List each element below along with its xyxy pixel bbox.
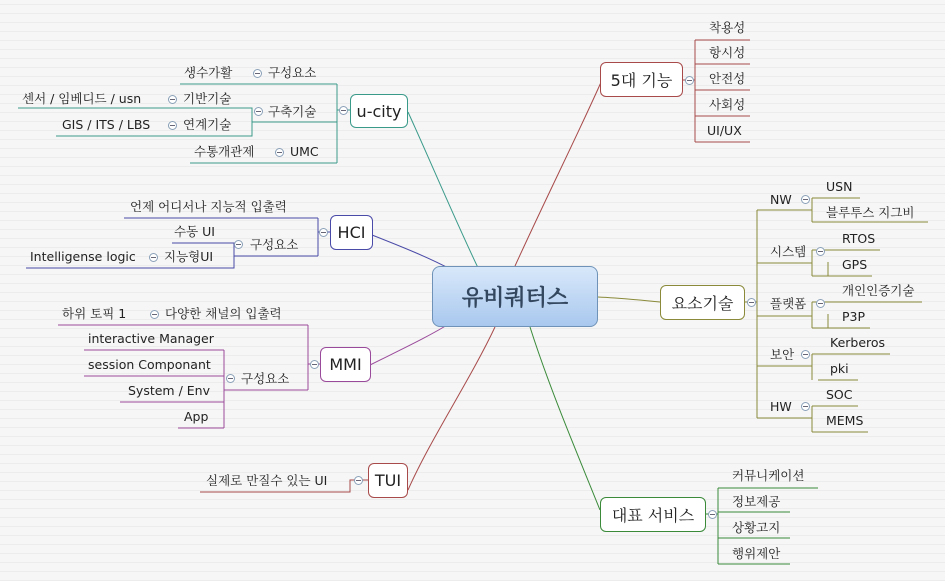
tui-item[interactable]: 실제로 만질수 있는 UI (206, 473, 328, 488)
ucity-infra-label[interactable]: 구축기술 (268, 104, 317, 119)
tech-item[interactable]: MEMS (826, 413, 864, 428)
collapse-toggle-icon[interactable] (816, 247, 825, 256)
collapse-toggle-icon[interactable] (801, 350, 810, 359)
collapse-toggle-icon[interactable] (226, 374, 235, 383)
five-function-item[interactable]: 사회성 (709, 97, 746, 112)
collapse-toggle-icon[interactable] (253, 69, 262, 78)
link-hci (372, 235, 452, 270)
ucity-components-item[interactable]: 생수가활 (184, 65, 233, 80)
collapse-toggle-icon[interactable] (149, 253, 158, 262)
link-five (515, 80, 602, 266)
tech-group-label[interactable]: NW (770, 192, 792, 207)
tech-item[interactable]: SOC (826, 387, 853, 402)
hci-smart-ui-label[interactable]: 지능형UI (164, 249, 214, 264)
mmi-component-item[interactable]: App (184, 409, 209, 424)
service-item[interactable]: 상황고지 (732, 520, 781, 535)
tech-item[interactable]: Kerberos (830, 335, 886, 350)
mmi-subtopic-label[interactable]: 하위 토픽 1 (62, 306, 127, 321)
tech-group-label[interactable]: 플랫폼 (770, 296, 807, 311)
tech-item[interactable]: 블루투스 지그비 (826, 205, 915, 220)
collapse-toggle-icon[interactable] (168, 121, 177, 130)
hci-components-label[interactable]: 구성요소 (250, 237, 299, 252)
tech-group-label[interactable]: 보안 (770, 347, 795, 362)
hci-intelligence-logic[interactable]: Intelligense logic (30, 249, 136, 264)
collapse-toggle-icon[interactable] (747, 298, 756, 307)
tech-item[interactable]: RTOS (842, 231, 876, 246)
mmi-component-item[interactable]: interactive Manager (88, 331, 214, 346)
branch-hci[interactable]: HCI (330, 215, 373, 250)
service-item[interactable]: 정보제공 (732, 494, 781, 509)
collapse-toggle-icon[interactable] (319, 228, 328, 237)
tech-group-label[interactable]: 시스템 (770, 244, 807, 259)
mmi-component-item[interactable]: session Componant (88, 357, 211, 372)
branch-representative-service[interactable]: 대표 서비스 (600, 497, 706, 532)
link-ucity (408, 112, 480, 272)
collapse-toggle-icon[interactable] (254, 107, 263, 116)
ucity-link-tech-label[interactable]: 연계기술 (183, 117, 232, 132)
branch-tui[interactable]: TUI (368, 463, 408, 498)
tech-item[interactable]: pki (830, 361, 849, 376)
branch-five-functions[interactable]: 5대 기능 (600, 62, 683, 97)
mmi-component-item[interactable]: System / Env (128, 383, 210, 398)
collapse-toggle-icon[interactable] (168, 95, 177, 104)
link-mmi (370, 322, 452, 365)
branch-element-tech[interactable]: 요소기술 (660, 285, 745, 320)
ucity-umc-label[interactable]: UMC (290, 144, 319, 159)
service-item[interactable]: 행위제안 (732, 546, 781, 561)
ucity-umc-item[interactable]: 수통개관제 (194, 144, 255, 159)
five-function-item[interactable]: UI/UX (707, 123, 742, 138)
five-function-item[interactable]: 안전성 (709, 71, 746, 86)
collapse-toggle-icon[interactable] (801, 402, 810, 411)
collapse-toggle-icon[interactable] (150, 310, 159, 319)
link-tui (408, 327, 495, 490)
collapse-toggle-icon[interactable] (354, 476, 363, 485)
mmi-components-label[interactable]: 구성요소 (241, 371, 290, 386)
tech-group-label[interactable]: HW (770, 399, 792, 414)
mmi-subtopic-item[interactable]: 다양한 채널의 입출력 (165, 306, 282, 321)
collapse-toggle-icon[interactable] (310, 360, 319, 369)
tech-item[interactable]: USN (826, 179, 853, 194)
collapse-toggle-icon[interactable] (234, 240, 243, 249)
collapse-toggle-icon[interactable] (708, 510, 717, 519)
ucity-base-tech-label[interactable]: 기반기술 (183, 91, 232, 106)
branch-ucity[interactable]: u-city (350, 94, 408, 128)
hci-manual-ui[interactable]: 수동 UI (174, 224, 215, 239)
five-function-item[interactable]: 항시성 (709, 45, 746, 60)
tech-item[interactable]: P3P (842, 309, 866, 324)
hci-top-item[interactable]: 언제 어디서나 지능적 입출력 (130, 199, 287, 214)
collapse-toggle-icon[interactable] (275, 148, 284, 157)
collapse-toggle-icon[interactable] (685, 76, 694, 85)
ucity-base-tech-item[interactable]: 센서 / 임베디드 / usn (22, 91, 142, 106)
tech-item[interactable]: GPS (842, 257, 868, 272)
ucity-components-label[interactable]: 구성요소 (268, 65, 317, 80)
link-tech (598, 297, 660, 302)
service-item[interactable]: 커뮤니케이션 (732, 468, 805, 483)
collapse-toggle-icon[interactable] (801, 195, 810, 204)
link-service (530, 327, 600, 510)
tech-item[interactable]: 개인인증기술 (842, 283, 915, 298)
collapse-toggle-icon[interactable] (339, 106, 348, 115)
ucity-link-tech-item[interactable]: GIS / ITS / LBS (62, 117, 151, 132)
central-topic[interactable]: 유비쿼터스 (432, 266, 598, 327)
collapse-toggle-icon[interactable] (816, 299, 825, 308)
branch-mmi[interactable]: MMI (320, 347, 371, 382)
five-function-item[interactable]: 착용성 (709, 20, 746, 35)
